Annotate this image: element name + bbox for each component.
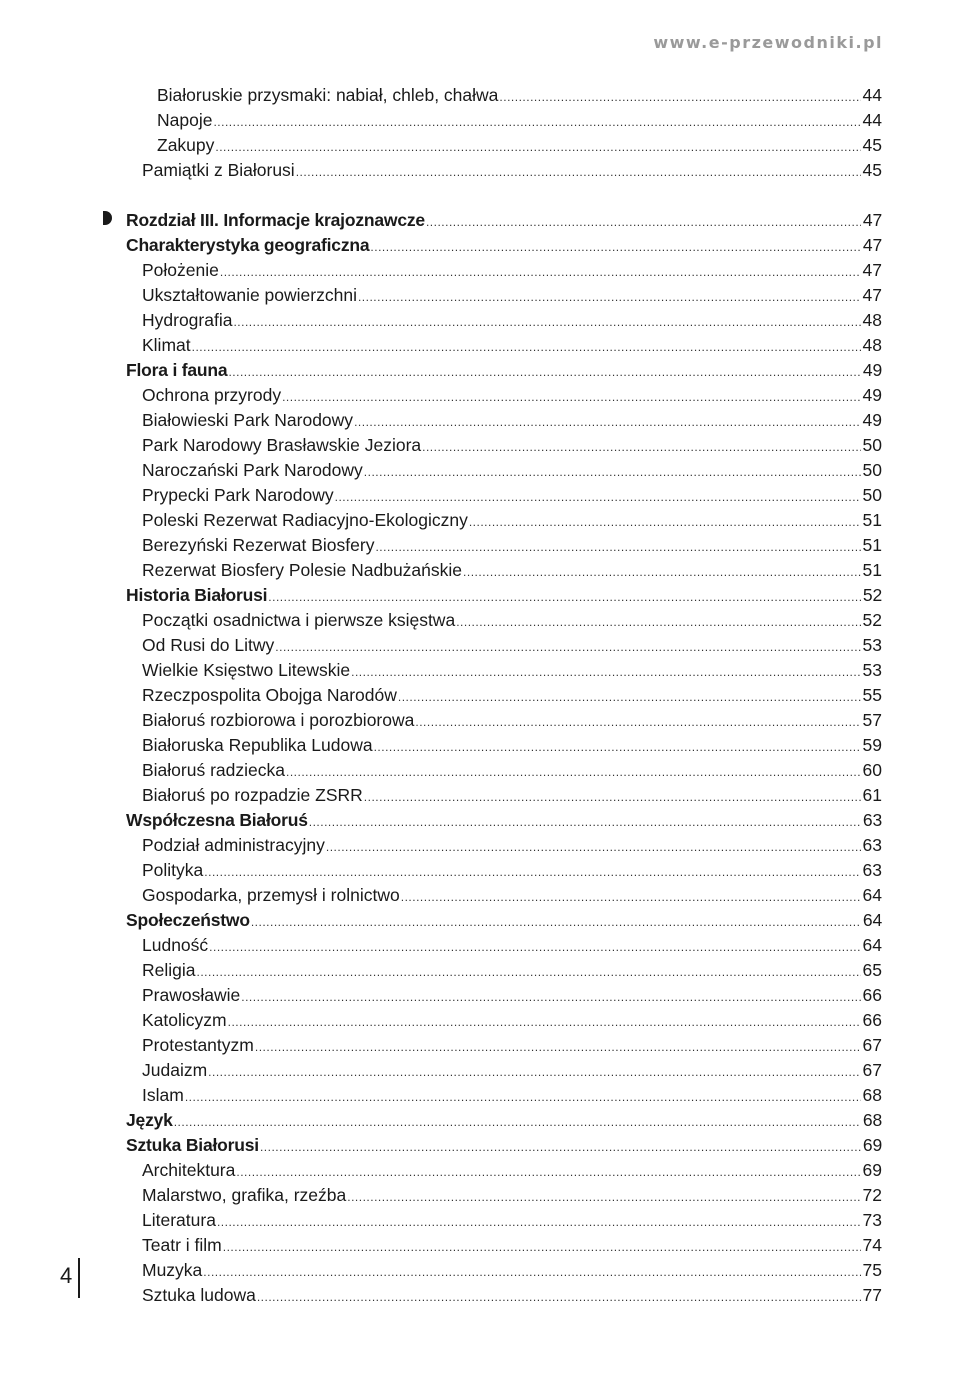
toc-section-entry: [126, 358, 882, 383]
toc-entry: [142, 308, 882, 333]
toc-section-entry: [126, 908, 882, 933]
toc-entry: [157, 108, 882, 133]
toc-leader-dots: [364, 785, 861, 810]
toc-leader-dots: [220, 260, 861, 285]
toc-leader-dots: [415, 710, 860, 735]
toc-section-entry: [126, 1133, 882, 1158]
toc-leader-dots: [370, 235, 861, 260]
site-url: www.e-przewodniki.pl: [653, 33, 883, 52]
toc-entry: [142, 1283, 882, 1308]
toc-entry-title: Hydrografia: [142, 310, 233, 330]
toc-entry-title: Zakupy: [157, 135, 215, 155]
toc-leader-dots: [192, 335, 861, 360]
toc-leader-dots: [174, 1110, 861, 1135]
toc-leader-dots: [286, 760, 861, 785]
toc-entry-title: Pamiątki z Białorusi: [142, 160, 295, 180]
toc-entry-page: 67: [862, 1035, 882, 1055]
toc-leader-dots: [375, 535, 860, 560]
toc-entry-page: 52: [862, 610, 882, 630]
toc-leader-dots: [296, 160, 861, 185]
toc-leader-dots: [228, 1010, 861, 1035]
toc-entry-page: 51: [862, 560, 882, 580]
toc-entry-title: Prypecki Park Narodowy: [142, 485, 334, 505]
toc-entry: [142, 683, 882, 708]
toc-entry-page: 49: [862, 360, 882, 380]
toc-leader-dots: [401, 885, 861, 910]
toc-entry-page: 50: [862, 485, 882, 505]
toc-entry-title: Białoruskie przysmaki: nabiał, chleb, chałwa: [157, 85, 499, 105]
toc-entry-title: Park Narodowy Brasławskie Jeziora: [142, 435, 422, 455]
toc-entry-page: 49: [862, 410, 882, 430]
toc-leader-dots: [217, 1210, 861, 1235]
toc-entry-title: Napoje: [157, 110, 213, 130]
toc-entry: [142, 258, 882, 283]
toc-leader-dots: [260, 1135, 861, 1160]
toc-leader-dots: [354, 410, 860, 435]
toc-leader-dots: [236, 1160, 860, 1185]
toc-entry-page: 45: [862, 160, 882, 180]
toc-entry-title: Podział administracyjny: [142, 835, 325, 855]
toc-entry-title: Współczesna Białoruś: [126, 810, 308, 830]
toc-entry-page: 63: [862, 810, 882, 830]
toc-entry-title: Gospodarka, przemysł i rolnictwo: [142, 885, 400, 905]
toc-entry-title: Charakterystyka geograficzna: [126, 235, 370, 255]
toc-entry: [142, 1258, 882, 1283]
toc-entry-title: Rezerwat Biosfery Polesie Nadbużańskie: [142, 560, 463, 580]
toc-entry: [142, 1058, 882, 1083]
toc-leader-dots: [309, 810, 861, 835]
toc-section-entry: [126, 208, 882, 233]
toc-entry: [142, 883, 882, 908]
toc-entry-title: Od Rusi do Litwy: [142, 635, 275, 655]
toc-section-entry: [126, 808, 882, 833]
toc-entry-page: 72: [862, 1185, 882, 1205]
toc-entry-page: 64: [862, 935, 882, 955]
toc-entry: [142, 858, 882, 883]
toc-entry-title: Naroczański Park Narodowy: [142, 460, 363, 480]
toc-entry-page: 66: [862, 1010, 882, 1030]
toc-entry-page: 51: [862, 535, 882, 555]
toc-entry-title: Język: [126, 1110, 173, 1130]
toc-leader-dots: [347, 1185, 860, 1210]
toc-entry-title: Polityka: [142, 860, 204, 880]
toc-leader-dots: [463, 560, 861, 585]
toc-entry: [142, 533, 882, 558]
toc-entry-title: Położenie: [142, 260, 219, 280]
toc-entry: [142, 733, 882, 758]
toc-entry-title: Berezyński Rezerwat Biosfery: [142, 535, 375, 555]
chapter-marker-icon: [103, 211, 112, 225]
toc-entry-page: 73: [862, 1210, 882, 1230]
toc-entry: [142, 633, 882, 658]
toc-entry-title: Klimat: [142, 335, 191, 355]
toc-entry-page: 47: [862, 285, 882, 305]
toc-entry-page: 50: [862, 460, 882, 480]
toc-entry-title: Teatr i film: [142, 1235, 222, 1255]
toc-leader-dots: [335, 485, 861, 510]
toc-entry: [142, 1158, 882, 1183]
toc-entry: [142, 508, 882, 533]
toc-entry: [142, 483, 882, 508]
toc-entry-title: Religia: [142, 960, 196, 980]
toc-entry-title: Islam: [142, 1085, 184, 1105]
toc-entry: [157, 83, 882, 108]
toc-section-entry: [126, 583, 882, 608]
toc-leader-dots: [228, 360, 860, 385]
toc-entry-title: Sztuka ludowa: [142, 1285, 256, 1305]
toc-entry-page: 60: [862, 760, 882, 780]
toc-leader-dots: [255, 1035, 861, 1060]
toc-entry-title: Prawosławie: [142, 985, 241, 1005]
toc-entry-page: 45: [862, 135, 882, 155]
toc-entry-page: 47: [862, 210, 882, 230]
toc-leader-dots: [351, 660, 860, 685]
toc-entry-title: Flora i fauna: [126, 360, 228, 380]
toc-entry-page: 68: [862, 1085, 882, 1105]
toc-leader-dots: [469, 510, 861, 535]
toc-leader-dots: [241, 985, 860, 1010]
toc-leader-dots: [398, 685, 861, 710]
toc-entry-page: 69: [862, 1160, 882, 1180]
toc-leader-dots: [282, 385, 860, 410]
toc-entry-page: 69: [862, 1135, 882, 1155]
toc-leader-dots: [213, 110, 860, 135]
toc-entry: [157, 133, 882, 158]
toc-entry-page: 55: [862, 685, 882, 705]
toc-entry: [142, 658, 882, 683]
toc-entry-title: Sztuka Białorusi: [126, 1135, 259, 1155]
toc-entry-title: Protestantyzm: [142, 1035, 254, 1055]
toc-entry: [142, 758, 882, 783]
page-number: 4: [60, 1263, 73, 1288]
toc-entry-title: Judaizm: [142, 1060, 208, 1080]
toc-leader-dots: [257, 1285, 861, 1310]
toc-leader-dots: [197, 960, 861, 985]
toc-entry-page: 75: [862, 1260, 882, 1280]
toc-entry-title: Rozdział III. Informacje krajoznawcze: [126, 210, 425, 230]
toc-leader-dots: [422, 435, 860, 460]
toc-entry-page: 64: [862, 885, 882, 905]
toc-entry-page: 66: [862, 985, 882, 1005]
toc-entry-title: Historia Białorusi: [126, 585, 268, 605]
toc-entry-page: 74: [862, 1235, 882, 1255]
toc-entry-page: 44: [862, 85, 882, 105]
toc-leader-dots: [233, 310, 860, 335]
toc-entry: [142, 1033, 882, 1058]
toc-leader-dots: [426, 210, 861, 235]
toc-entry-title: Białoruska Republika Ludowa: [142, 735, 373, 755]
toc-entry: [142, 1208, 882, 1233]
toc-entry-title: Białoruś po rozpadzie ZSRR: [142, 785, 363, 805]
toc-entry-page: 59: [862, 735, 882, 755]
toc-entry-title: Ukształtowanie powierzchni: [142, 285, 357, 305]
toc-entry-title: Katolicyzm: [142, 1010, 227, 1030]
toc-entry-page: 48: [862, 310, 882, 330]
toc-leader-dots: [208, 1060, 860, 1085]
toc-entry: [142, 433, 882, 458]
toc-entry: [142, 383, 882, 408]
toc-entry: [142, 708, 882, 733]
toc-entry-title: Ludność: [142, 935, 209, 955]
toc-entry-title: Początki osadnictwa i pierwsze księstwa: [142, 610, 456, 630]
toc-entry-page: 68: [862, 1110, 882, 1130]
toc-entry-page: 65: [862, 960, 882, 980]
toc-entry: [142, 1233, 882, 1258]
toc-entry-page: 67: [862, 1060, 882, 1080]
toc-entry-title: Architektura: [142, 1160, 236, 1180]
toc-entry-page: 48: [862, 335, 882, 355]
toc-entry: [142, 608, 882, 633]
toc-leader-dots: [456, 610, 860, 635]
toc-entry-page: 49: [862, 385, 882, 405]
toc-entry-page: 47: [862, 235, 882, 255]
toc-entry-page: 63: [862, 860, 882, 880]
toc-entry-page: 57: [862, 710, 882, 730]
toc-entry: [142, 283, 882, 308]
toc-entry-title: Rzeczpospolita Obojga Narodów: [142, 685, 397, 705]
toc-entry: [142, 458, 882, 483]
toc-entry-page: 63: [862, 835, 882, 855]
toc-entry: [142, 558, 882, 583]
toc-entry: [142, 958, 882, 983]
toc-entry-title: Białoruś radziecka: [142, 760, 285, 780]
toc-entry: [142, 158, 882, 183]
toc-entry-title: Muzyka: [142, 1260, 203, 1280]
toc-entry: [142, 1183, 882, 1208]
toc-entry-title: Wielkie Księstwo Litewskie: [142, 660, 351, 680]
toc-leader-dots: [364, 460, 861, 485]
toc-entry: [142, 1083, 882, 1108]
toc-leader-dots: [326, 835, 861, 860]
toc-leader-dots: [185, 1085, 861, 1110]
toc-entry-page: 47: [862, 260, 882, 280]
toc-entry-title: Poleski Rezerwat Radiacyjno-Ekologiczny: [142, 510, 468, 530]
toc-entry-page: 77: [862, 1285, 882, 1305]
toc-entry: [142, 933, 882, 958]
toc-entry-page: 52: [862, 585, 882, 605]
toc-leader-dots: [499, 85, 860, 110]
toc-entry-title: Malarstwo, grafika, rzeźba: [142, 1185, 347, 1205]
toc-entry-title: Społeczeństwo: [126, 910, 250, 930]
toc-entry-page: 50: [862, 435, 882, 455]
toc-leader-dots: [251, 910, 861, 935]
toc-entry-title: Ochrona przyrody: [142, 385, 282, 405]
toc-entry: [142, 1008, 882, 1033]
toc-entry-title: Białowieski Park Narodowy: [142, 410, 354, 430]
toc-leader-dots: [275, 635, 860, 660]
toc-leader-dots: [374, 735, 861, 760]
toc-entry-page: 61: [862, 785, 882, 805]
toc-entry-page: 64: [862, 910, 882, 930]
toc-section-entry: [126, 1108, 882, 1133]
toc-entry: [142, 983, 882, 1008]
toc-entry: [142, 333, 882, 358]
toc-entry-page: 51: [862, 510, 882, 530]
toc-entry-page: 53: [862, 635, 882, 655]
toc-entry: [142, 833, 882, 858]
toc-entry-page: 53: [862, 660, 882, 680]
toc-leader-dots: [209, 935, 860, 960]
toc-leader-dots: [358, 285, 861, 310]
toc-leader-dots: [203, 1260, 860, 1285]
page-number-rule: [78, 1258, 80, 1298]
toc-entry-title: Białoruś rozbiorowa i porozbiorowa: [142, 710, 415, 730]
toc-entry: [142, 408, 882, 433]
toc-leader-dots: [268, 585, 861, 610]
toc-leader-dots: [215, 135, 860, 160]
toc-entry: [142, 783, 882, 808]
toc-entry-title: Literatura: [142, 1210, 216, 1230]
toc-leader-dots: [204, 860, 860, 885]
toc-section-entry: [126, 233, 882, 258]
toc-entry-page: 44: [862, 110, 882, 130]
toc-leader-dots: [223, 1235, 861, 1260]
